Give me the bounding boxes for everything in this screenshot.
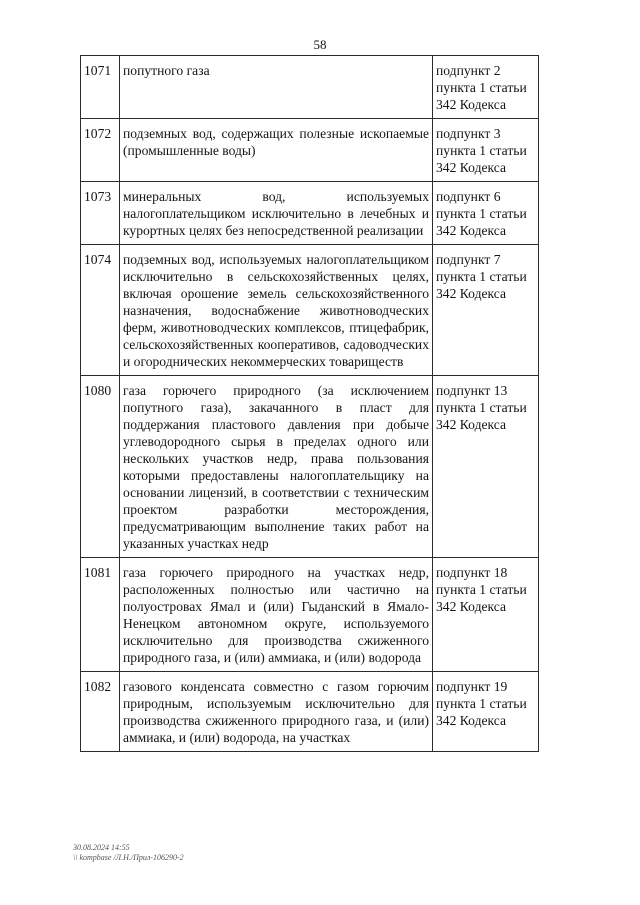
reference-line: пункта 1 статьи bbox=[436, 696, 527, 711]
reference-line: подпункт 6 bbox=[436, 189, 501, 204]
row-reference bbox=[433, 56, 539, 119]
row-code: 1073 bbox=[81, 182, 120, 245]
reference-line: подпункт 18 bbox=[436, 565, 508, 580]
row-description: минеральных вод, используемых налогоплательщиком исключительно в лечебных и курортных целях без непосредственной реализации bbox=[120, 182, 433, 245]
reference-line: 342 Кодекса bbox=[436, 713, 507, 728]
reference-line: пункта 1 статьи bbox=[436, 143, 527, 158]
row-code: 1072 bbox=[81, 119, 120, 182]
row-reference bbox=[433, 119, 539, 182]
row-code: 1074 bbox=[81, 245, 120, 376]
row-description: попутного газа bbox=[120, 56, 433, 119]
reference-line: пункта 1 статьи bbox=[436, 582, 527, 597]
table-row bbox=[81, 376, 539, 558]
table-body bbox=[81, 56, 539, 752]
table-row bbox=[81, 672, 539, 752]
row-code: 1080 bbox=[81, 376, 120, 558]
table-row bbox=[81, 182, 539, 245]
reference-line: 342 Кодекса bbox=[436, 223, 507, 238]
reference-line: подпункт 7 bbox=[436, 252, 501, 267]
reference-line: пункта 1 статьи bbox=[436, 400, 527, 415]
reference-line: подпункт 3 bbox=[436, 126, 501, 141]
reference-line: пункта 1 статьи bbox=[436, 206, 527, 221]
row-code: 1082 bbox=[81, 672, 120, 752]
table-row bbox=[81, 56, 539, 119]
row-code: 1081 bbox=[81, 558, 120, 672]
row-description: подземных вод, содержащих полезные ископаемые (промышленные воды) bbox=[120, 119, 433, 182]
row-reference bbox=[433, 245, 539, 376]
reference-line: 342 Кодекса bbox=[436, 417, 507, 432]
tax-code-table bbox=[80, 55, 539, 752]
page-number: 58 bbox=[313, 37, 327, 52]
reference-line: 342 Кодекса bbox=[436, 286, 507, 301]
row-reference bbox=[433, 558, 539, 672]
reference-line: пункта 1 статьи bbox=[436, 80, 527, 95]
reference-line: подпункт 13 bbox=[436, 383, 508, 398]
row-code: 1071 bbox=[81, 56, 120, 119]
reference-line: 342 Кодекса bbox=[436, 97, 507, 112]
reference-line: 342 Кодекса bbox=[436, 599, 507, 614]
table-row bbox=[81, 119, 539, 182]
footer-date: 30.08.2024 14:55 bbox=[73, 843, 130, 852]
reference-line: подпункт 2 bbox=[436, 63, 501, 78]
table-row bbox=[81, 245, 539, 376]
row-reference bbox=[433, 672, 539, 752]
row-description: газового конденсата совместно с газом горючим природным, используемым исключительно для производства сжиженного природного газа, и (или) аммиака, и (или) водорода, на участках bbox=[120, 672, 433, 752]
row-description: газа горючего природного (за исключением попутного газа), закачанного в пласт для поддержания пластового давления при добыче углеводородного сырья в пределах одного или нескольких участков недр, права пользования которыми предоставлены налогоплательщику на основании лицензий, в соответствии с техническим проектом разработки месторождения, предусматривающим выполнение таких работ на указанных участках недр bbox=[120, 376, 433, 558]
reference-line: подпункт 19 bbox=[436, 679, 508, 694]
reference-line: 342 Кодекса bbox=[436, 160, 507, 175]
row-reference bbox=[433, 182, 539, 245]
table-row bbox=[81, 558, 539, 672]
row-reference bbox=[433, 376, 539, 558]
document-footer bbox=[73, 843, 184, 863]
row-description: подземных вод, используемых налогоплательщиком исключительно в сельскохозяйственных целях, включая орошение земель сельскохозяйственного назначения, водоснабжение животноводческих ферм, животноводческих комплексов, птицефабрик, сельскохозяйственных кооперативов, садоводческих и огороднических некоммерческих товариществ bbox=[120, 245, 433, 376]
reference-line: пункта 1 статьи bbox=[436, 269, 527, 284]
footer-doc-id: \\ kompbase /Л.Н./Прил-106290-2 bbox=[73, 853, 184, 862]
row-description: газа горючего природного на участках недр, расположенных полностью или частично на полуостровах Ямал и (или) Гыданский в Ямало-Ненецком автономном округе, используемого исключительно для производства сжиженного природного газа, и (или) аммиака, и (или) водорода bbox=[120, 558, 433, 672]
